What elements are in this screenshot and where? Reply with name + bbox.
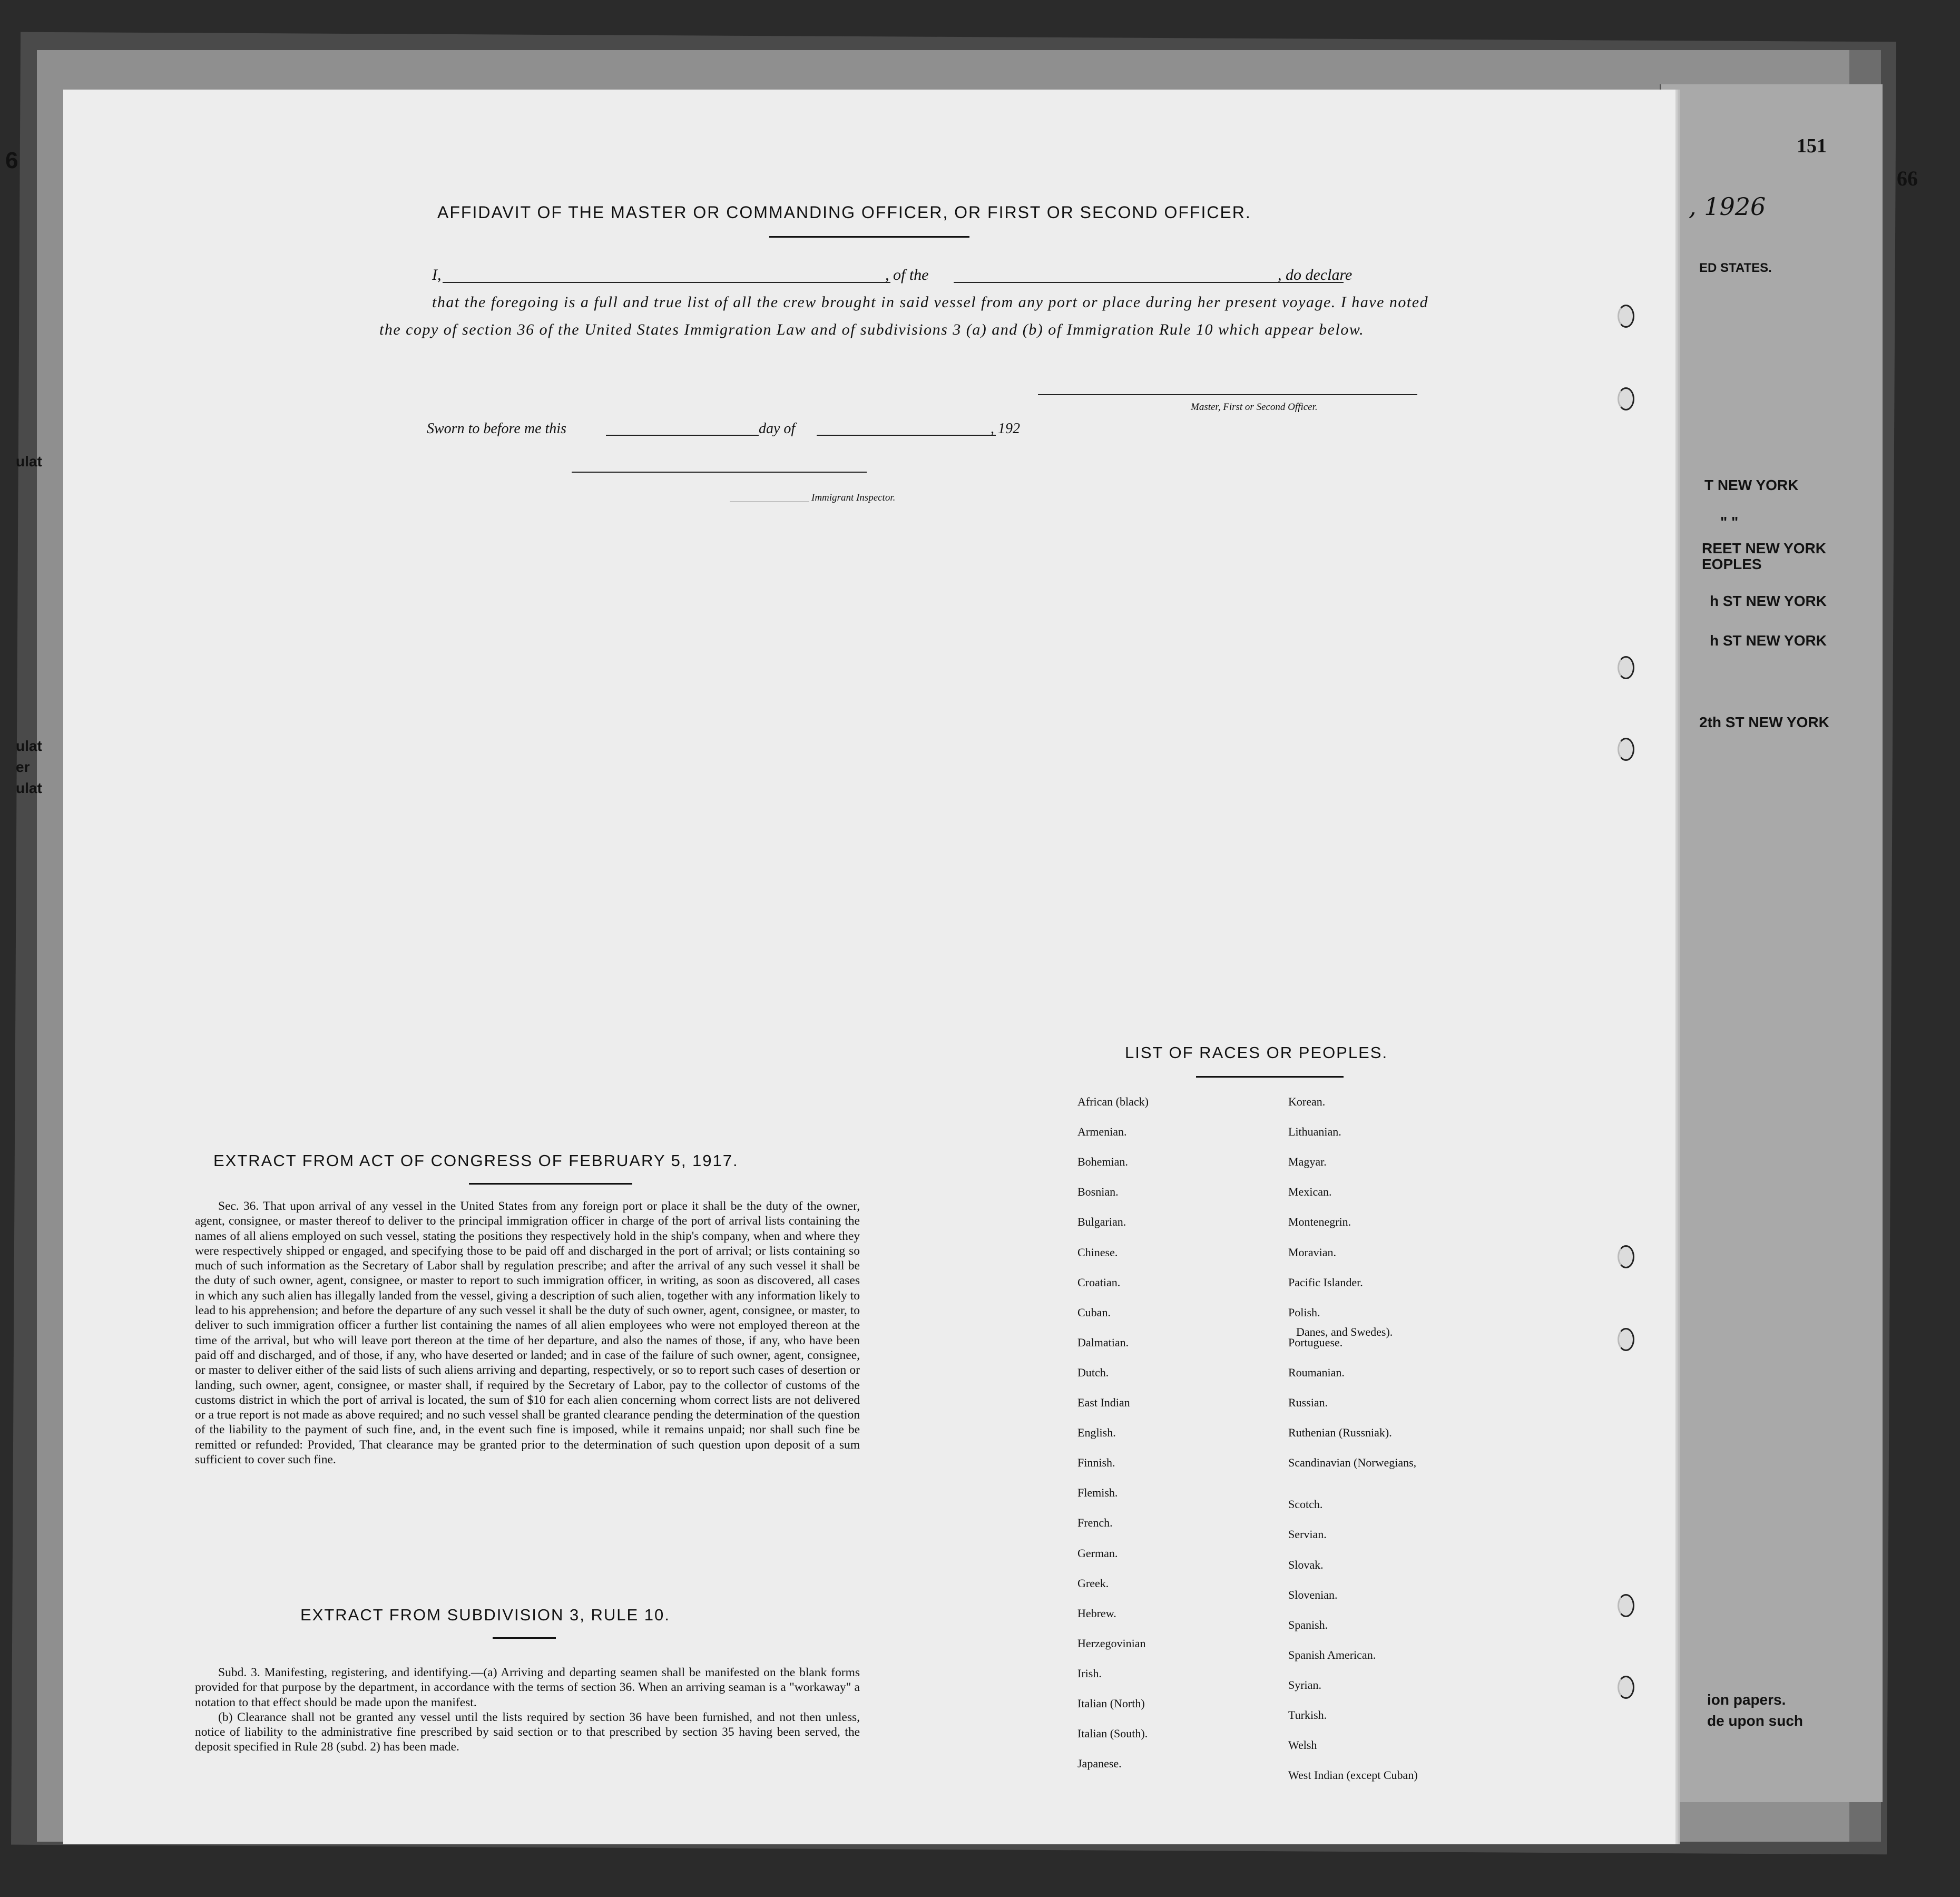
- extract-rule-underline: [493, 1637, 556, 1639]
- affidavit-title: AFFIDAVIT OF THE MASTER OR COMMANDING OFFICER, OR FIRST OR SECOND OFFICER.: [437, 203, 1251, 222]
- sworn-month-line: [817, 435, 996, 436]
- background-fragment: ulat: [16, 738, 42, 754]
- race-item: English.: [1077, 1426, 1116, 1440]
- punch-hole: [1618, 656, 1634, 679]
- background-fragment: ion papers.: [1707, 1691, 1786, 1708]
- page-number: 151: [1797, 135, 1827, 157]
- background-fragment: er: [16, 759, 30, 775]
- master-caption: Master, First or Second Officer.: [1191, 402, 1318, 413]
- race-item: Moravian.: [1288, 1245, 1337, 1259]
- background-fragment: ulat: [16, 780, 42, 796]
- rule-10-paragraph-b: (b) Clearance shall not be granted any vessel until the lists required by section 36 have been furnished, and not then unless, notice of liability to the administrative fine prescribed by said section or to that prescribed by section 35 having been served, the deposit specified in Rule 28 (subd. 2) has been made.: [195, 1710, 860, 1754]
- background-fragment: T NEW YORK: [1704, 477, 1799, 493]
- punch-hole: [1618, 738, 1634, 761]
- title-underline: [769, 236, 969, 238]
- inspector-caption: Immigrant Inspector.: [811, 492, 896, 503]
- race-item: Bosnian.: [1077, 1185, 1119, 1199]
- year-prefix: , 192: [991, 421, 1020, 437]
- race-item: Syrian.: [1288, 1678, 1321, 1691]
- punch-hole: [1618, 387, 1634, 410]
- race-item: Dalmatian.: [1077, 1335, 1129, 1349]
- race-item: Greek.: [1077, 1576, 1109, 1590]
- race-item: Irish.: [1077, 1666, 1102, 1680]
- race-item: German.: [1077, 1546, 1118, 1560]
- punch-hole: [1618, 1594, 1634, 1617]
- race-item: Herzegovinian: [1077, 1636, 1146, 1650]
- affidavit-i: I,: [432, 266, 442, 283]
- race-item: Armenian.: [1077, 1125, 1127, 1139]
- race-item: Lithuanian.: [1288, 1125, 1341, 1139]
- section-36-text: [195, 1199, 860, 1467]
- race-item: Magyar.: [1288, 1155, 1327, 1169]
- affidavit-of-the: , of the: [885, 266, 929, 283]
- background-fragment: EOPLES: [1702, 556, 1762, 572]
- race-item: Korean.: [1288, 1095, 1326, 1108]
- race-item: Flemish.: [1077, 1486, 1118, 1500]
- race-item: Spanish.: [1288, 1618, 1328, 1631]
- race-item: Slovak.: [1288, 1558, 1324, 1571]
- race-item: Slovenian.: [1288, 1588, 1338, 1601]
- name-line: [443, 282, 890, 283]
- race-item: Montenegrin.: [1288, 1215, 1351, 1229]
- race-item: African (black): [1077, 1095, 1149, 1108]
- race-item: Portuguese.: [1288, 1335, 1343, 1349]
- race-item: Dutch.: [1077, 1365, 1109, 1379]
- race-item: West Indian (except Cuban): [1288, 1768, 1418, 1782]
- background-fragment: h ST NEW YORK: [1710, 632, 1827, 649]
- background-date: , 1926: [1689, 192, 1766, 221]
- race-item: Italian (North): [1077, 1697, 1145, 1710]
- race-item: Scandinavian (Norwegians,: [1288, 1456, 1417, 1470]
- extract-act-underline: [469, 1183, 632, 1185]
- background-fragment: h ST NEW YORK: [1710, 593, 1827, 609]
- race-item: Polish.: [1288, 1305, 1320, 1319]
- sworn-day-line: [606, 435, 759, 436]
- race-item: Scotch.: [1288, 1498, 1323, 1511]
- day-of-text: day of: [759, 421, 796, 437]
- affidavit-declare: , do declare: [1278, 266, 1353, 283]
- rule-10-text: [195, 1665, 860, 1755]
- background-fragment: ulat: [16, 453, 42, 470]
- background-fragment: de upon such: [1707, 1713, 1803, 1729]
- race-item: Japanese.: [1077, 1757, 1122, 1771]
- race-continuation: Danes, and Swedes).: [1296, 1325, 1393, 1338]
- punch-hole: [1618, 1676, 1634, 1699]
- section-36-paragraph: Sec. 36. That upon arrival of any vessel in the United States from any foreign port or place it shall be the duty of the owner, agent, consignee, or master thereof to deliver to the principal immigration officer in charge of the port of arrival lists containing the names of all aliens employed on such vessel, stating the positions they respectively hold in the ship's company, when and where they were respectively shipped or engaged, and specifying those to be paid off and discharged in the port of arrival; or lists containing so much of such information as the Secretary of Labor shall by regulation prescribe; and after the arrival of any such vessel it shall be the duty of such owner, agent, consignee, or master to report to such immigration officer, in writing, as soon as discovered, all cases in which any such alien has illegally landed from the vessel, giving a description of such alien, together with any information likely to lead to his apprehension; and before the departure of any such vessel it shall be the duty of such owner, agent, consignee, or master, to deliver to such immigration officer a further list containing the names of all alien employees who were not employed thereon at the time of the arrival, but who will leave port thereon at the time of her departure, and also the names of those, if any, who have been paid off and discharged, and of those, if any, who have deserted or landed; and in case of the failure of such owner, agent, consignee, or master to deliver either of the said lists of such aliens arriving and departing, respectively, or so to report such cases of desertion or landing, such owner, agent, consignee, or master shall, if required by the Secretary of Labor, pay to the collector of customs of the customs district in which the port of arrival is located, the sum of $10 for each alien concerning whom correct lists are not delivered or a true report is not made as above required; and no such vessel shall be granted clearance pending the determination of the question of the liability to the payment of such fine, and, in the event such fine is imposed, while it remains unpaid; nor shall such fine be remitted or refunded: Provided, That clearance may be granted prior to the determination of such question upon deposit of a sum sufficient to cover such fine.: [195, 1199, 860, 1467]
- background-fragment: " ": [1720, 514, 1739, 530]
- race-item: Italian (South).: [1077, 1727, 1148, 1740]
- background-fragment: 2th ST NEW YORK: [1699, 714, 1829, 730]
- background-number: 66: [1897, 167, 1918, 190]
- race-item: Hebrew.: [1077, 1606, 1116, 1620]
- race-item: Welsh: [1288, 1738, 1317, 1752]
- race-item: Roumanian.: [1288, 1365, 1345, 1379]
- races-underline: [1196, 1076, 1344, 1078]
- race-item: Mexican.: [1288, 1185, 1332, 1199]
- race-item: Ruthenian (Russniak).: [1288, 1426, 1392, 1440]
- race-item: Bulgarian.: [1077, 1215, 1126, 1229]
- affidavit-statement: that the foregoing is a full and true list of all the crew brought in said vessel from any port or place during her present voyage. I have noted the copy of section 36 of the United States Immigration Law and of subdivisions 3 (a) and (b) of Immigration Rule 10 which appear below.: [379, 294, 1429, 338]
- extract-act-title: EXTRACT FROM ACT OF CONGRESS OF FEBRUARY 5, 1917.: [213, 1151, 739, 1170]
- rule-10-paragraph-a: Subd. 3. Manifesting, registering, and identifying.—(a) Arriving and departing seamen shall be manifested on the blank forms provided for that purpose by the department, in accordance with the terms of section 36. When an arriving seaman is a "workaway" a notation to that effect should be made upon the manifest.: [195, 1666, 860, 1709]
- race-item: Turkish.: [1288, 1708, 1327, 1722]
- race-item: Cuban.: [1077, 1305, 1111, 1319]
- race-item: Pacific Islander.: [1288, 1275, 1363, 1289]
- master-signature-line: [1038, 394, 1417, 395]
- race-item: Bohemian.: [1077, 1155, 1128, 1169]
- race-item: Servian.: [1288, 1528, 1327, 1541]
- race-item: Chinese.: [1077, 1245, 1118, 1259]
- inspector-signature-line: [572, 472, 867, 473]
- punch-hole: [1618, 1328, 1634, 1351]
- race-item: Russian.: [1288, 1396, 1328, 1409]
- background-fragment: ED STATES.: [1699, 261, 1772, 275]
- race-item: Finnish.: [1077, 1456, 1115, 1470]
- punch-hole: [1618, 1245, 1634, 1268]
- background-fragment: REET NEW YORK: [1702, 540, 1826, 556]
- race-item: East Indian: [1077, 1396, 1130, 1409]
- background-sheet-right: [1660, 84, 1883, 1802]
- races-title: LIST OF RACES OR PEOPLES.: [1125, 1043, 1388, 1062]
- race-item: Spanish American.: [1288, 1648, 1376, 1661]
- extract-rule-title: EXTRACT FROM SUBDIVISION 3, RULE 10.: [300, 1606, 670, 1624]
- race-item: Croatian.: [1077, 1275, 1121, 1289]
- background-fragment: 6: [5, 148, 18, 173]
- race-item: French.: [1077, 1516, 1113, 1530]
- sworn-text: Sworn to before me this: [427, 421, 566, 437]
- punch-hole: [1618, 305, 1634, 328]
